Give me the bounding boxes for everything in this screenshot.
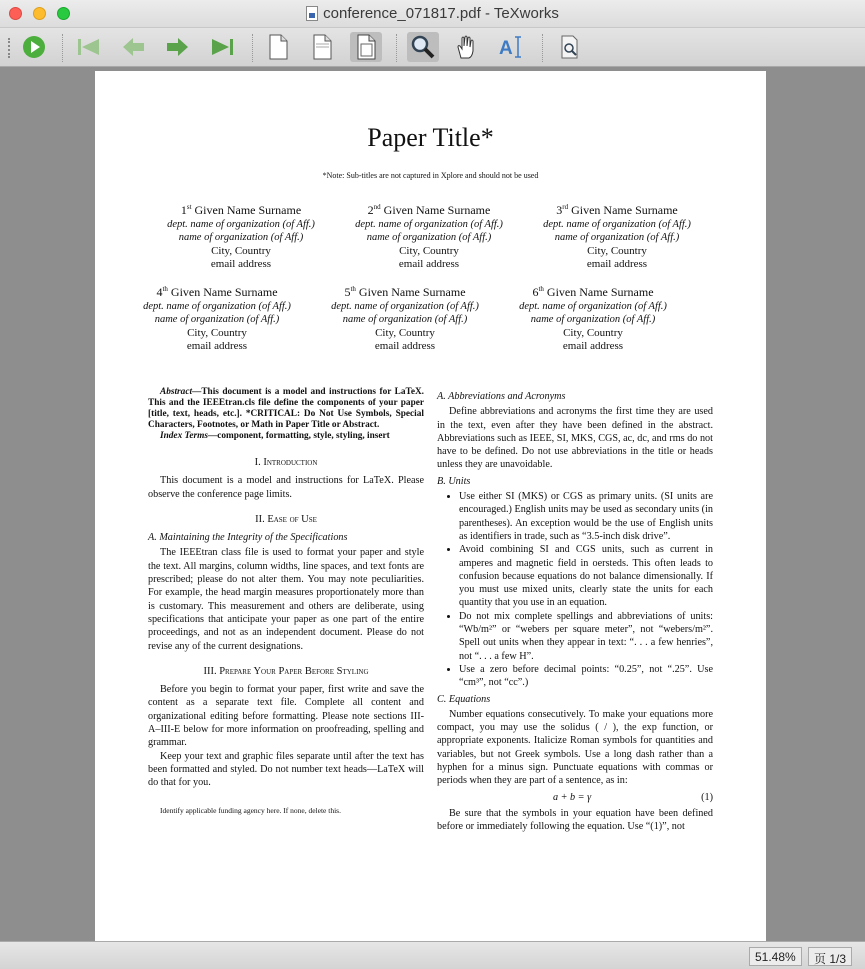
footnote: Identify applicable funding agency here. If none, delete this. bbox=[160, 805, 341, 815]
title-bar bbox=[0, 0, 865, 28]
paragraph: Before you begin to format your paper, first write and save the content as a separate text file. Complete all content and organizational editing before formatting. Please note sections III-A–III-E below for more information on proofreading, spelling and grammar. bbox=[148, 684, 424, 749]
last-page-icon[interactable] bbox=[207, 32, 239, 62]
units-list bbox=[437, 490, 713, 689]
author-block-5: 5th Given Name Surname dept. name of organization (of Aff.) name of organization (of Aff.) City, Country email address bbox=[331, 285, 479, 352]
close-window-button[interactable] bbox=[9, 7, 22, 20]
zoom-level[interactable]: 51.48% bbox=[749, 947, 802, 966]
section-heading-prepare: III. Prepare Your Paper Before Styling bbox=[203, 665, 369, 677]
magnifier-icon[interactable] bbox=[407, 32, 439, 62]
toolbar-grip[interactable] bbox=[8, 38, 10, 58]
toolbar-separator bbox=[252, 34, 253, 62]
svg-text:A: A bbox=[499, 38, 513, 59]
status-bar bbox=[0, 941, 865, 969]
subsection-heading: A. Abbreviations and Acronyms bbox=[437, 391, 566, 402]
author-block-4: 4th Given Name Surname dept. name of organization (of Aff.) name of organization (of Aff.) City, Country email address bbox=[143, 285, 291, 352]
previous-page-icon[interactable] bbox=[117, 32, 149, 62]
list-item: • Use a zero before decimal points: “0.25”, not “.25”. Use “cm³”, not “cc”.) bbox=[459, 663, 713, 690]
author-block-3: 3rd Given Name Surname dept. name of organization (of Aff.) name of organization (of Aff.) City, Country email address bbox=[543, 203, 691, 270]
window-title bbox=[306, 5, 559, 22]
author-block-2: 2nd Given Name Surname dept. name of organization (of Aff.) name of organization (of Aff.) City, Country email address bbox=[355, 203, 503, 270]
introduction-text: This document is a model and instructions for LaTeX. Please observe the conference page limits. bbox=[148, 475, 424, 500]
list-item: • Avoid combining SI and CGS units, such as current in amperes and magnetic field in oersteds. This often leads to confusion because equations do not balance dimensionally. If you must use mixed units, clearly state the units for each quantity that you use in an equation. bbox=[459, 543, 713, 609]
subtitle-note: *Note: Sub-titles are not captured in Xplore and should not be used bbox=[322, 171, 539, 180]
toolbar-separator bbox=[396, 34, 397, 62]
right-column bbox=[437, 387, 713, 834]
pdf-document-icon bbox=[306, 6, 318, 21]
paragraph: Be sure that the symbols in your equation have been defined before or immediately following the equation. Use “(1)”, not bbox=[437, 807, 713, 833]
toolbar-separator bbox=[62, 34, 63, 62]
list-item: • Use either SI (MKS) or CGS as primary units. (SI units are encouraged.) English units may be used as secondary units (in parentheses). An exception would be the use of English units as identifiers in trade, such as “3.5-inch disk drive”. bbox=[459, 490, 713, 543]
run-icon[interactable] bbox=[18, 32, 50, 62]
equation: a + b = γ (1) bbox=[552, 791, 713, 803]
next-page-icon[interactable] bbox=[162, 32, 194, 62]
toolbar bbox=[0, 28, 865, 67]
section-heading-introduction: I. Introduction bbox=[254, 457, 318, 468]
subsection-heading: B. Units bbox=[437, 475, 471, 487]
paragraph: Number equations consecutively. To make your equations more compact, you may use the solidus ( / ), the exp function, or appropriate exponents. Italicize Roman symbols for quantities and variables, but not Greek symbols. Use a long dash rather than a hyphen for a minus sign. Punctuate equations with commas or periods when they are part of a sentence, as in: bbox=[437, 708, 713, 787]
index-terms: Index Terms—component, formatting, style, styling, insert bbox=[160, 431, 390, 441]
preview-icon[interactable] bbox=[553, 32, 585, 62]
fit-width-icon[interactable] bbox=[306, 32, 338, 62]
zoom-window-button[interactable] bbox=[57, 7, 70, 20]
left-column bbox=[148, 387, 424, 817]
toolbar-separator bbox=[542, 34, 543, 62]
page-indicator[interactable]: 页 1/3 bbox=[808, 947, 852, 966]
abstract: Abstract—This document is a model and instructions for LaTeX. This and the IEEEtran.cls file define the components of your paper [title, text, heads, etc.]. *CRITICAL: Do Not Use Symbols, Special Characters, Footnotes, or Math in Paper Title or Abstract. bbox=[148, 387, 424, 430]
paragraph: Define abbreviations and acronyms the first time they are used in the text, even after they have been defined in the abstract. Abbreviations such as IEEE, SI, MKS, CGS, ac, dc, and rms do not have to be defined. Do not use abbreviations in the title or heads unless they are unavoidable. bbox=[437, 406, 713, 471]
first-page-icon[interactable] bbox=[72, 32, 104, 62]
author-block-1: 1st Given Name Surname dept. name of organization (of Aff.) name of organization (of Aff.) City, Country email address bbox=[167, 203, 315, 270]
fit-window-icon[interactable] bbox=[350, 32, 382, 62]
subsection-heading: A. Maintaining the Integrity of the Specifications bbox=[148, 532, 348, 544]
section-heading-ease-of-use: II. Ease of Use bbox=[255, 513, 317, 525]
paper-title: Paper Title* bbox=[367, 123, 494, 152]
minimize-window-button[interactable] bbox=[33, 7, 46, 20]
actual-size-icon[interactable] bbox=[262, 32, 294, 62]
window-title-text: conference_071817.pdf - TeXworks bbox=[323, 5, 559, 22]
paragraph: The IEEEtran class file is used to format your paper and style the text. All margins, column widths, line spaces, and text fonts are prescribed; please do not alter them. You may note peculiarities. For example, the head margin measures proportionately more than is customary. This measurement and others are deliberate, using specifications that anticipate your paper as one part of the entire proceedings, and not as an independent document. Please do not revise any of the current designations. bbox=[148, 547, 424, 652]
subsection-heading: C. Equations bbox=[437, 693, 491, 705]
paragraph: Keep your text and graphic files separate until after the text has been formatted and styled. Do not number text heads—LaTeX will do that for you. bbox=[148, 750, 424, 789]
hand-icon[interactable] bbox=[451, 32, 483, 62]
text-select-icon[interactable] bbox=[495, 32, 527, 62]
pdf-page bbox=[95, 71, 766, 941]
author-block-6: 6th Given Name Surname dept. name of organization (of Aff.) name of organization (of Aff.) City, Country email address bbox=[519, 285, 667, 352]
pdf-viewer-area[interactable] bbox=[0, 67, 865, 941]
list-item: • Do not mix complete spellings and abbreviations of units: “Wb/m²” or “webers per square meter”, not “webers/m²”. Spell out units when they appear in text: “. . . a few henries”, not “. . . a few H”. bbox=[459, 610, 713, 663]
